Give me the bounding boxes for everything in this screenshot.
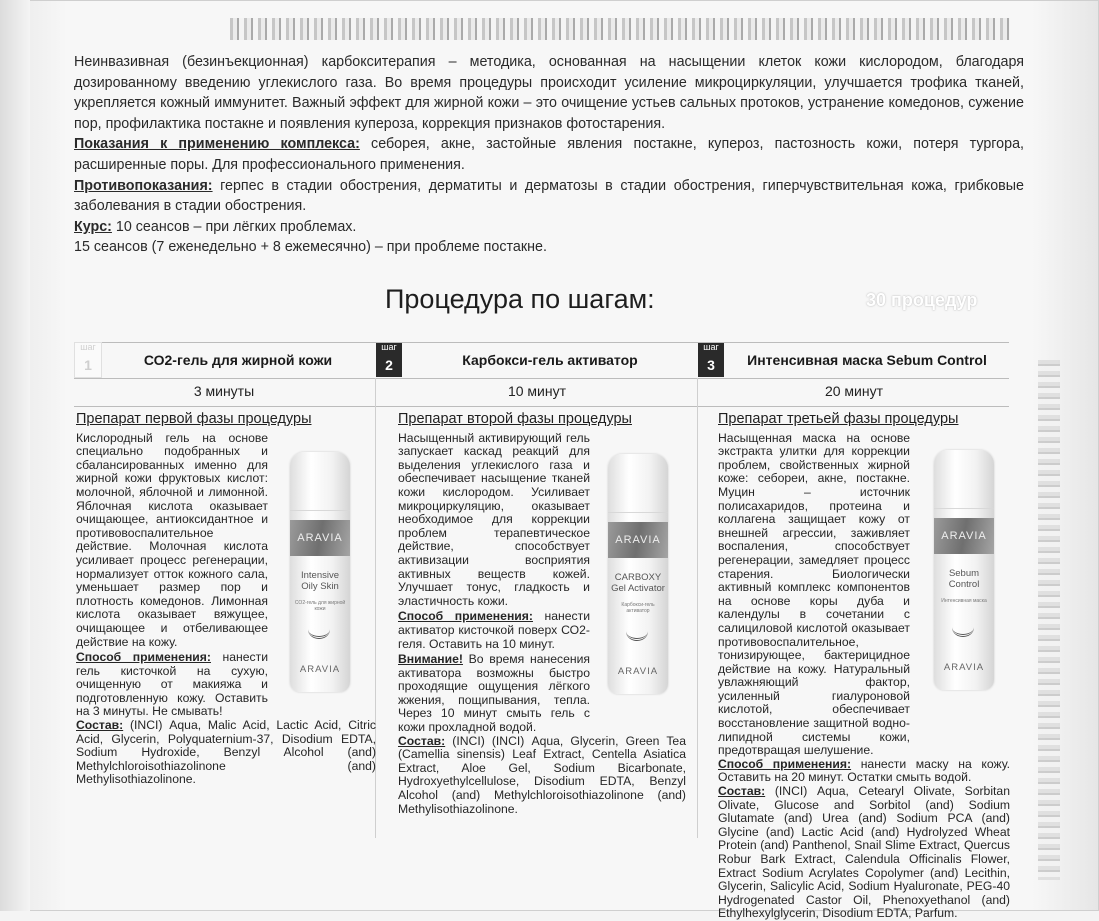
- step-3-composition: Состав: (INCI) Aqua, Cetearyl Olivate, Sorbitan Olivate, Glucose and Sorbitol (and) Sodium Glutamate (and) Urea (and) Sodium PCA (and) Glycine (and) Lactic Acid (and) Hydrolyzed Wheat Protein (and) Panthenol, Snail Slime Extract, Quercus Robur Bark Extract, Calendula Officinalis Flower, Extract Sodium Acrylates Copolymer (and) Lecithin, Glycerin, Salicylic Acid, Sodium Hyaluronate, PEG-40 Hydrogenated Castor Oil, Phenoxyethanol (and) Ethylhexylglycerin, Disodium EDTA, Parfum.: [718, 784, 1010, 921]
- bottle-brand: ARAVIA: [299, 664, 341, 675]
- step-3-number: шаг 3: [698, 343, 724, 377]
- course-label: Курс:: [74, 218, 112, 235]
- step-2-header: [376, 342, 698, 378]
- bottle-product-subtitle: CO2-гель для жирной кожи: [294, 600, 346, 612]
- procedure-count: 30 процедур: [866, 290, 978, 310]
- step-label: шаг: [80, 342, 96, 352]
- step-2-composition: Состав: (INCI) (INCI) Aqua, Glycerin, Green Tea (Camellia sinensis) Leaf Extract, Centella Asiatica Extract, Aloe Gel, Sodium Bicarbonate, Hydroxyethylcellulose, Disodium EDTA, Benzyl Alcohol (and) Methylchloroisothiazolinone (and) Methylisothiazolinone.: [398, 733, 686, 816]
- header-bottom-rule: [74, 378, 1009, 379]
- course-text: 10 сеансов – при лёгких проблемах.: [111, 218, 357, 235]
- step-3-title: Интенсивная маска Sebum Control: [747, 352, 987, 368]
- step-3-time: 20 минут: [824, 383, 884, 399]
- bottle-product-subtitle: Карбокси-гель активатор: [621, 602, 655, 614]
- product-bottle-intensive-oily-skin: [290, 452, 350, 692]
- intro-paragraph: Неинвазивная (безинъекционная) карбокситерапия – методика, основанная на насыщении клеток кожи кислородом, благодаря дозированному введению углекислого газа. Во время процедуры происходит усиление микроциркуляции, улучшается трофика тканей, укрепляется кожный иммунитет. Важный эффект для жирной кожи – это очищение устьев сальных протоков, устранение комедонов, сужение пор, профилактика постакне и появления купероза, коррекция признаков фотостарения.: [74, 54, 1024, 132]
- step-1-time: 3 минуты: [193, 383, 255, 399]
- bottle-brand: ARAVIA: [617, 666, 659, 677]
- bottle-band: ARAVIA: [290, 520, 350, 556]
- bottle-product-name: CARBOXY Gel Activator: [611, 572, 665, 594]
- bottle-band: ARAVIA: [934, 518, 994, 554]
- contraindications-paragraph: [74, 176, 1024, 217]
- step-2-warning: Внимание! Во время нанесения активатора возможны быстро проходящие ощущения лёгкого жжения, пощипывания, тепла. Через 10 минут смыть гель с кожи прохладной водой.: [398, 652, 590, 735]
- step-1-composition: Состав: (INCI) Aqua, Malic Acid, Lactic Acid, Citric Acid, Glycerin, Polyquaternium-37, Disodium EDTA, Sodium Hydroxide, Benzyl Alcohol (and) Methylchloroisothiazolinone (and) Methylisothiazolinone.: [76, 718, 376, 787]
- wave-logo-icon: [308, 620, 330, 639]
- step-3-header: [698, 342, 1010, 378]
- step-2-title: Карбокси-гель активатор: [462, 352, 638, 368]
- decorative-foil-right: [1038, 360, 1060, 880]
- step-2-phase-title: Препарат второй фазы процедуры: [398, 411, 632, 427]
- step-2-description: Насыщенный активирующий гель запускает каскад реакций для выделения углекислого газа и обеспечивает насыщение тканей кожи кислородом. Усиливает микроциркуляцию, оказывает необходимое для коррекции проблем терапевтическое действие, способствует активизации восприятия активных веществ кожей. Улучшает тонус, гладкость и эластичность кожи.: [398, 430, 590, 608]
- contraindications-label: Противопоказания:: [74, 177, 213, 194]
- step-2-number: шаг 2: [376, 343, 402, 377]
- step-1-phase-title: Препарат первой фазы процедуры: [76, 411, 312, 427]
- bottle-product-name: Intensive Oily Skin: [300, 570, 340, 592]
- step-2-usage: Способ применения: нанести активатор кисточкой поверх СО2-геля. Оставить на 10 минут.: [398, 609, 591, 651]
- step-label: шаг: [381, 342, 397, 352]
- step-3-description: Насыщенная маска на основе экстракта улитки для коррекции проблем, свойственных жирной коже: себореи, акне, постакне. Муцин – источник полисахаридов, протеина и коллагена защищает кожу от внешней агрессии, заживляет воспаления, способствует регенерации, замедляет процесс старения. Биологически активный комплекс компонентов на основе коры дуба и календулы в сочетании с салициловой кислотой оказывает противовоспалительное, тонизирующее, бактерицидное действие на кожу. Натуральный увлажняющий фактор, усиленный гиалуроновой кислотой, обеспечивает восстановление защитной водно-липидной системы кожи, предотвращая шелушение.: [718, 430, 910, 758]
- indications-text: себорея, акне, застойные явления постакне, купероз, пастозность кожи, потеря тургора, расширенные поры. Для профессионального применения.: [74, 136, 1025, 173]
- left-shade: [0, 0, 30, 911]
- bottle-brand: ARAVIA: [943, 662, 985, 673]
- intro-text: [74, 52, 1024, 258]
- product-bottle-carboxy-gel-activator: [608, 454, 668, 694]
- indications-paragraph: [74, 134, 1024, 175]
- course-paragraph-2: 15 сеансов (7 еженедельно + 8 ежемесячно) – при проблеме постакне.: [74, 239, 547, 256]
- step-1-usage: Способ применения: нанести гель кисточкой на сухую, очищенную от макияжа и подготовленную кожу. Оставить на 3 минуты. Не смывать!: [76, 650, 269, 719]
- section-heading: Процедура по шагам:: [385, 284, 655, 314]
- product-bottle-sebum-control: [934, 450, 994, 690]
- step-label: шаг: [703, 342, 719, 352]
- step-2-time: 10 минут: [507, 383, 567, 399]
- step-3-usage: Способ применения: нанести маску на кожу. Оставить на 20 минут. Остатки смыть водой.: [718, 756, 1011, 785]
- step-1-title: СО2-гель для жирной кожи: [143, 352, 333, 368]
- contraindications-text: герпес в стадии обострения, дерматиты и дерматозы в стадии обострения, гиперчувствительная кожа, грибковые заболевания в стадии обострения.: [74, 177, 1024, 215]
- step-1-header: [74, 342, 374, 378]
- bottle-band: ARAVIA: [608, 522, 668, 558]
- indications-label: Показания к применению комплекса:: [74, 136, 360, 153]
- wave-logo-icon: [952, 618, 974, 637]
- step-3-phase-title: Препарат третьей фазы процедуры: [718, 411, 959, 427]
- column-divider-2: [697, 378, 698, 838]
- step-1-number: шаг 1: [74, 342, 102, 378]
- course-paragraph: [74, 217, 1024, 238]
- bottle-product-subtitle: Интенсивная маска: [941, 598, 987, 604]
- time-bottom-rule: [74, 406, 1009, 407]
- step-1-description: Кислородный гель на основе специально подобранных и сбалансированных именно для жирной кожи фруктовых кислот: молочной, яблочной и лимонной. Яблочная кислота оказывает очищающее, антиоксидантное и противовоспалительное действие. Молочная кислота усиливает процесс регенерации, нормализует отток кожного сала, уменьшает размер пор и плотность комедонов. Лимонная кислота оказывает вяжущее, очищающее и отбеливающее действие на кожу.: [76, 430, 268, 649]
- decorative-foil-top: [230, 18, 1010, 40]
- wave-logo-icon: [626, 622, 648, 641]
- bottle-product-name: Sebum Control: [948, 568, 980, 590]
